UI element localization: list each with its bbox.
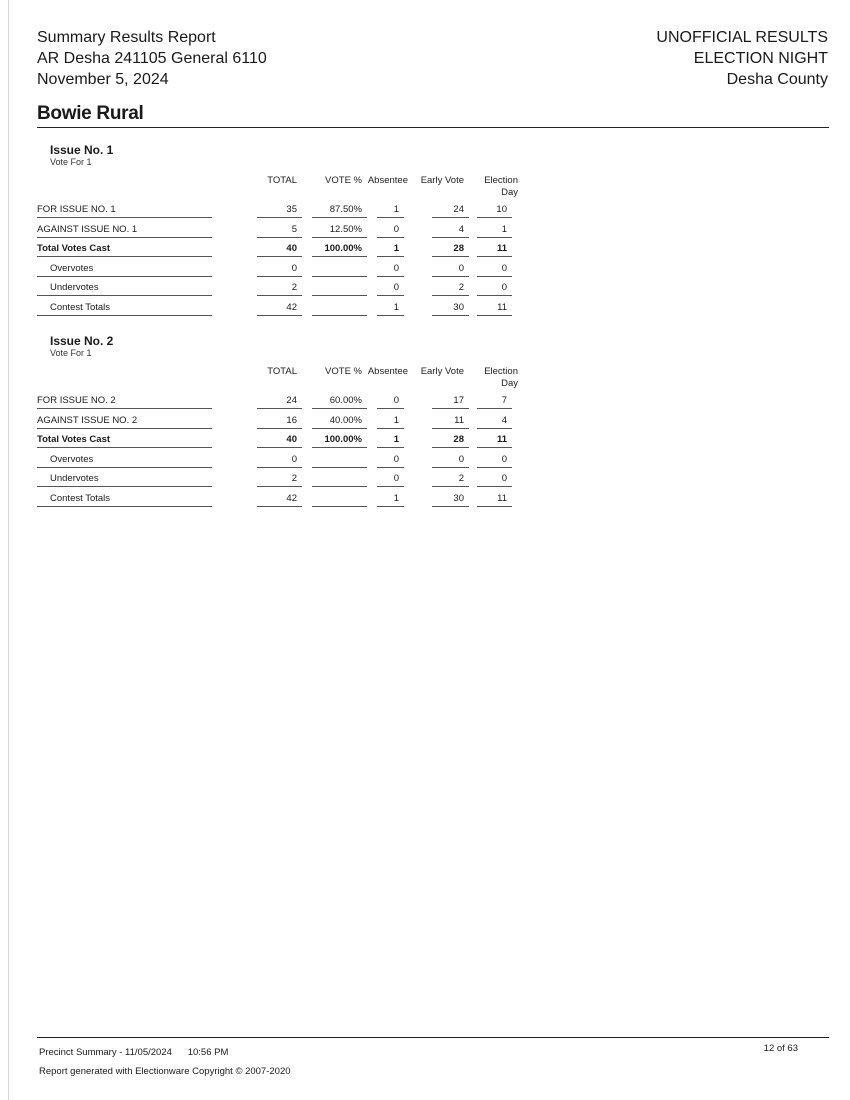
col-header-absentee: Absentee xyxy=(367,175,408,186)
page-edge xyxy=(8,0,9,1100)
row-underline xyxy=(37,276,212,277)
county-name: Desha County xyxy=(726,71,828,88)
contest-name: Issue No. 2 xyxy=(50,334,114,348)
row-underline xyxy=(37,408,212,409)
row-underline xyxy=(37,315,212,316)
row-label: Total Votes Cast xyxy=(37,243,111,254)
cell-early-vote: 0 xyxy=(458,262,464,274)
footer-precinct-summary: Precinct Summary - 11/05/2024 10:56 PM xyxy=(39,1047,229,1058)
cell-election-day: 7 xyxy=(501,395,507,406)
cell-total: 0 xyxy=(291,453,297,465)
cell-total: 24 xyxy=(286,395,297,406)
row-underline xyxy=(37,428,212,429)
row-label: Overvotes xyxy=(50,453,94,465)
row-underline xyxy=(312,217,367,218)
cell-absentee: 0 xyxy=(393,473,399,484)
col-header-vote-pct: VOTE % xyxy=(325,175,362,186)
row-underline xyxy=(377,217,404,218)
row-underline xyxy=(257,506,302,507)
cell-absentee: 0 xyxy=(393,282,399,293)
col-header-election-day xyxy=(484,175,518,199)
table-row xyxy=(37,220,507,239)
report-title: Summary Results Report xyxy=(37,29,216,46)
cell-early-vote: 28 xyxy=(453,243,464,254)
cell-total: 40 xyxy=(286,434,297,445)
row-underline xyxy=(432,408,469,409)
cell-absentee: 1 xyxy=(393,301,399,313)
row-underline xyxy=(477,486,512,487)
row-underline xyxy=(257,217,302,218)
row-underline xyxy=(257,276,302,277)
table-row xyxy=(37,469,507,488)
cell-election-day: 11 xyxy=(496,434,507,445)
cell-total: 2 xyxy=(291,282,297,293)
table-row xyxy=(37,200,507,219)
row-underline xyxy=(377,467,404,468)
row-underline xyxy=(312,276,367,277)
contest-name: Issue No. 1 xyxy=(50,143,114,157)
col-header-vote-pct: VOTE % xyxy=(325,366,362,377)
cell-absentee: 0 xyxy=(393,262,399,274)
footer-copyright: Report generated with Electionware Copyright © 2007-2020 xyxy=(39,1066,291,1077)
table-row xyxy=(37,278,507,297)
col-header-election-day-line1: Election xyxy=(484,175,518,186)
cell-absentee: 0 xyxy=(393,395,399,406)
cell-absentee: 1 xyxy=(393,434,399,445)
cell-early-vote: 2 xyxy=(458,473,464,484)
cell-total: 40 xyxy=(286,243,297,254)
title-rule xyxy=(37,127,829,128)
election-name: AR Desha 241105 General 6110 xyxy=(37,50,267,67)
row-underline xyxy=(257,295,302,296)
table-row xyxy=(37,391,507,410)
row-underline xyxy=(432,295,469,296)
cell-early-vote: 30 xyxy=(453,492,464,504)
col-header-total: TOTAL xyxy=(267,366,297,377)
row-underline xyxy=(37,486,212,487)
row-underline xyxy=(377,408,404,409)
col-header-early-vote: Early Vote xyxy=(420,175,464,186)
row-underline xyxy=(377,506,404,507)
row-underline xyxy=(477,428,512,429)
cell-election-day: 10 xyxy=(496,204,507,215)
vote-for-label: Vote For 1 xyxy=(50,348,92,358)
row-underline xyxy=(432,276,469,277)
row-underline xyxy=(312,237,367,238)
row-label: Undervotes xyxy=(50,282,99,293)
row-label: Contest Totals xyxy=(50,301,111,313)
row-underline xyxy=(312,408,367,409)
cell-absentee: 0 xyxy=(393,453,399,465)
table-row xyxy=(37,298,507,317)
cell-early-vote: 4 xyxy=(458,223,464,235)
row-underline xyxy=(477,217,512,218)
cell-early-vote: 0 xyxy=(458,453,464,465)
cell-vote-pct: 100.00% xyxy=(324,434,362,445)
row-underline xyxy=(312,447,367,448)
row-underline xyxy=(312,315,367,316)
row-underline xyxy=(312,467,367,468)
row-underline xyxy=(377,295,404,296)
table-row xyxy=(37,430,507,449)
results-timing: ELECTION NIGHT xyxy=(693,50,828,67)
contest-block xyxy=(37,334,527,509)
cell-vote-pct: 40.00% xyxy=(329,414,362,426)
election-date: November 5, 2024 xyxy=(37,71,169,88)
row-underline xyxy=(312,428,367,429)
cell-early-vote: 2 xyxy=(458,282,464,293)
cell-vote-pct: 100.00% xyxy=(324,243,362,254)
cell-total: 2 xyxy=(291,473,297,484)
cell-election-day: 0 xyxy=(501,473,507,484)
cell-early-vote: 24 xyxy=(453,204,464,215)
row-underline xyxy=(477,295,512,296)
row-underline xyxy=(257,428,302,429)
row-underline xyxy=(377,447,404,448)
cell-absentee: 1 xyxy=(393,414,399,426)
cell-election-day: 11 xyxy=(497,301,507,313)
row-label: Contest Totals xyxy=(50,492,111,504)
table-row xyxy=(37,239,507,258)
row-underline xyxy=(257,447,302,448)
row-underline xyxy=(257,408,302,409)
cell-total: 35 xyxy=(286,204,297,215)
cell-early-vote: 17 xyxy=(453,395,464,406)
cell-absentee: 0 xyxy=(393,223,399,235)
row-underline xyxy=(377,428,404,429)
cell-absentee: 1 xyxy=(393,204,399,215)
contest-block xyxy=(37,143,527,318)
results-status: UNOFFICIAL RESULTS xyxy=(656,29,828,46)
row-underline xyxy=(377,237,404,238)
cell-total: 5 xyxy=(291,223,297,235)
table-row xyxy=(37,411,507,430)
col-header-election-day-line2: Day xyxy=(501,187,518,198)
row-underline xyxy=(257,467,302,468)
row-underline xyxy=(477,447,512,448)
row-underline xyxy=(377,256,404,257)
cell-election-day: 0 xyxy=(501,282,507,293)
row-underline xyxy=(37,506,212,507)
row-underline xyxy=(257,315,302,316)
cell-election-day: 0 xyxy=(501,262,507,274)
row-underline xyxy=(257,237,302,238)
row-label: AGAINST ISSUE NO. 1 xyxy=(37,223,138,235)
row-underline xyxy=(432,486,469,487)
cell-early-vote: 30 xyxy=(453,301,464,313)
table-row xyxy=(37,259,507,278)
vote-for-label: Vote For 1 xyxy=(50,157,92,167)
row-underline xyxy=(432,237,469,238)
cell-total: 0 xyxy=(291,262,297,274)
col-header-absentee: Absentee xyxy=(367,366,408,377)
page-number: 12 of 63 xyxy=(763,1043,798,1054)
report-header-right xyxy=(656,27,828,90)
row-underline xyxy=(312,486,367,487)
row-underline xyxy=(37,217,212,218)
row-underline xyxy=(477,237,512,238)
row-underline xyxy=(477,256,512,257)
row-underline xyxy=(257,486,302,487)
row-label: FOR ISSUE NO. 2 xyxy=(37,395,116,406)
row-underline xyxy=(477,315,512,316)
row-underline xyxy=(432,256,469,257)
row-label: Undervotes xyxy=(50,473,99,484)
cell-total: 42 xyxy=(286,492,297,504)
row-underline xyxy=(432,467,469,468)
cell-early-vote: 11 xyxy=(454,414,464,426)
row-underline xyxy=(312,295,367,296)
row-underline xyxy=(257,256,302,257)
row-underline xyxy=(432,447,469,448)
cell-absentee: 1 xyxy=(393,243,399,254)
cell-election-day: 1 xyxy=(501,223,507,235)
row-underline xyxy=(377,276,404,277)
cell-vote-pct: 87.50% xyxy=(329,204,362,215)
row-label: AGAINST ISSUE NO. 2 xyxy=(37,414,138,426)
report-header-left xyxy=(37,27,267,90)
col-header-election-day-line1: Election xyxy=(484,366,518,377)
row-underline xyxy=(477,408,512,409)
cell-early-vote: 28 xyxy=(453,434,464,445)
row-underline xyxy=(377,315,404,316)
row-underline xyxy=(37,295,212,296)
precinct-title: Bowie Rural xyxy=(37,103,144,124)
cell-election-day: 0 xyxy=(501,453,507,465)
col-header-election-day-line2: Day xyxy=(501,378,518,389)
row-underline xyxy=(312,506,367,507)
row-underline xyxy=(432,315,469,316)
col-header-election-day xyxy=(484,366,518,390)
row-underline xyxy=(432,428,469,429)
cell-vote-pct: 12.50% xyxy=(329,223,362,235)
cell-election-day: 11 xyxy=(497,492,507,504)
cell-total: 42 xyxy=(286,301,297,313)
row-underline xyxy=(37,467,212,468)
cell-total: 16 xyxy=(286,414,297,426)
cell-absentee: 1 xyxy=(393,492,399,504)
table-row xyxy=(37,450,507,469)
footer-rule xyxy=(37,1037,829,1038)
row-underline xyxy=(477,467,512,468)
row-underline xyxy=(37,447,212,448)
row-underline xyxy=(377,486,404,487)
row-underline xyxy=(477,506,512,507)
row-underline xyxy=(312,256,367,257)
cell-vote-pct: 60.00% xyxy=(329,395,362,406)
row-label: Overvotes xyxy=(50,262,94,274)
row-underline xyxy=(37,237,212,238)
col-header-total: TOTAL xyxy=(267,175,297,186)
row-label: Total Votes Cast xyxy=(37,434,111,445)
row-underline xyxy=(477,276,512,277)
table-row xyxy=(37,489,507,508)
footer-info xyxy=(39,1043,291,1081)
cell-election-day: 4 xyxy=(501,414,507,426)
cell-election-day: 11 xyxy=(496,243,507,254)
row-underline xyxy=(432,506,469,507)
col-header-early-vote: Early Vote xyxy=(420,366,464,377)
row-underline xyxy=(37,256,212,257)
row-underline xyxy=(432,217,469,218)
row-label: FOR ISSUE NO. 1 xyxy=(37,204,116,215)
